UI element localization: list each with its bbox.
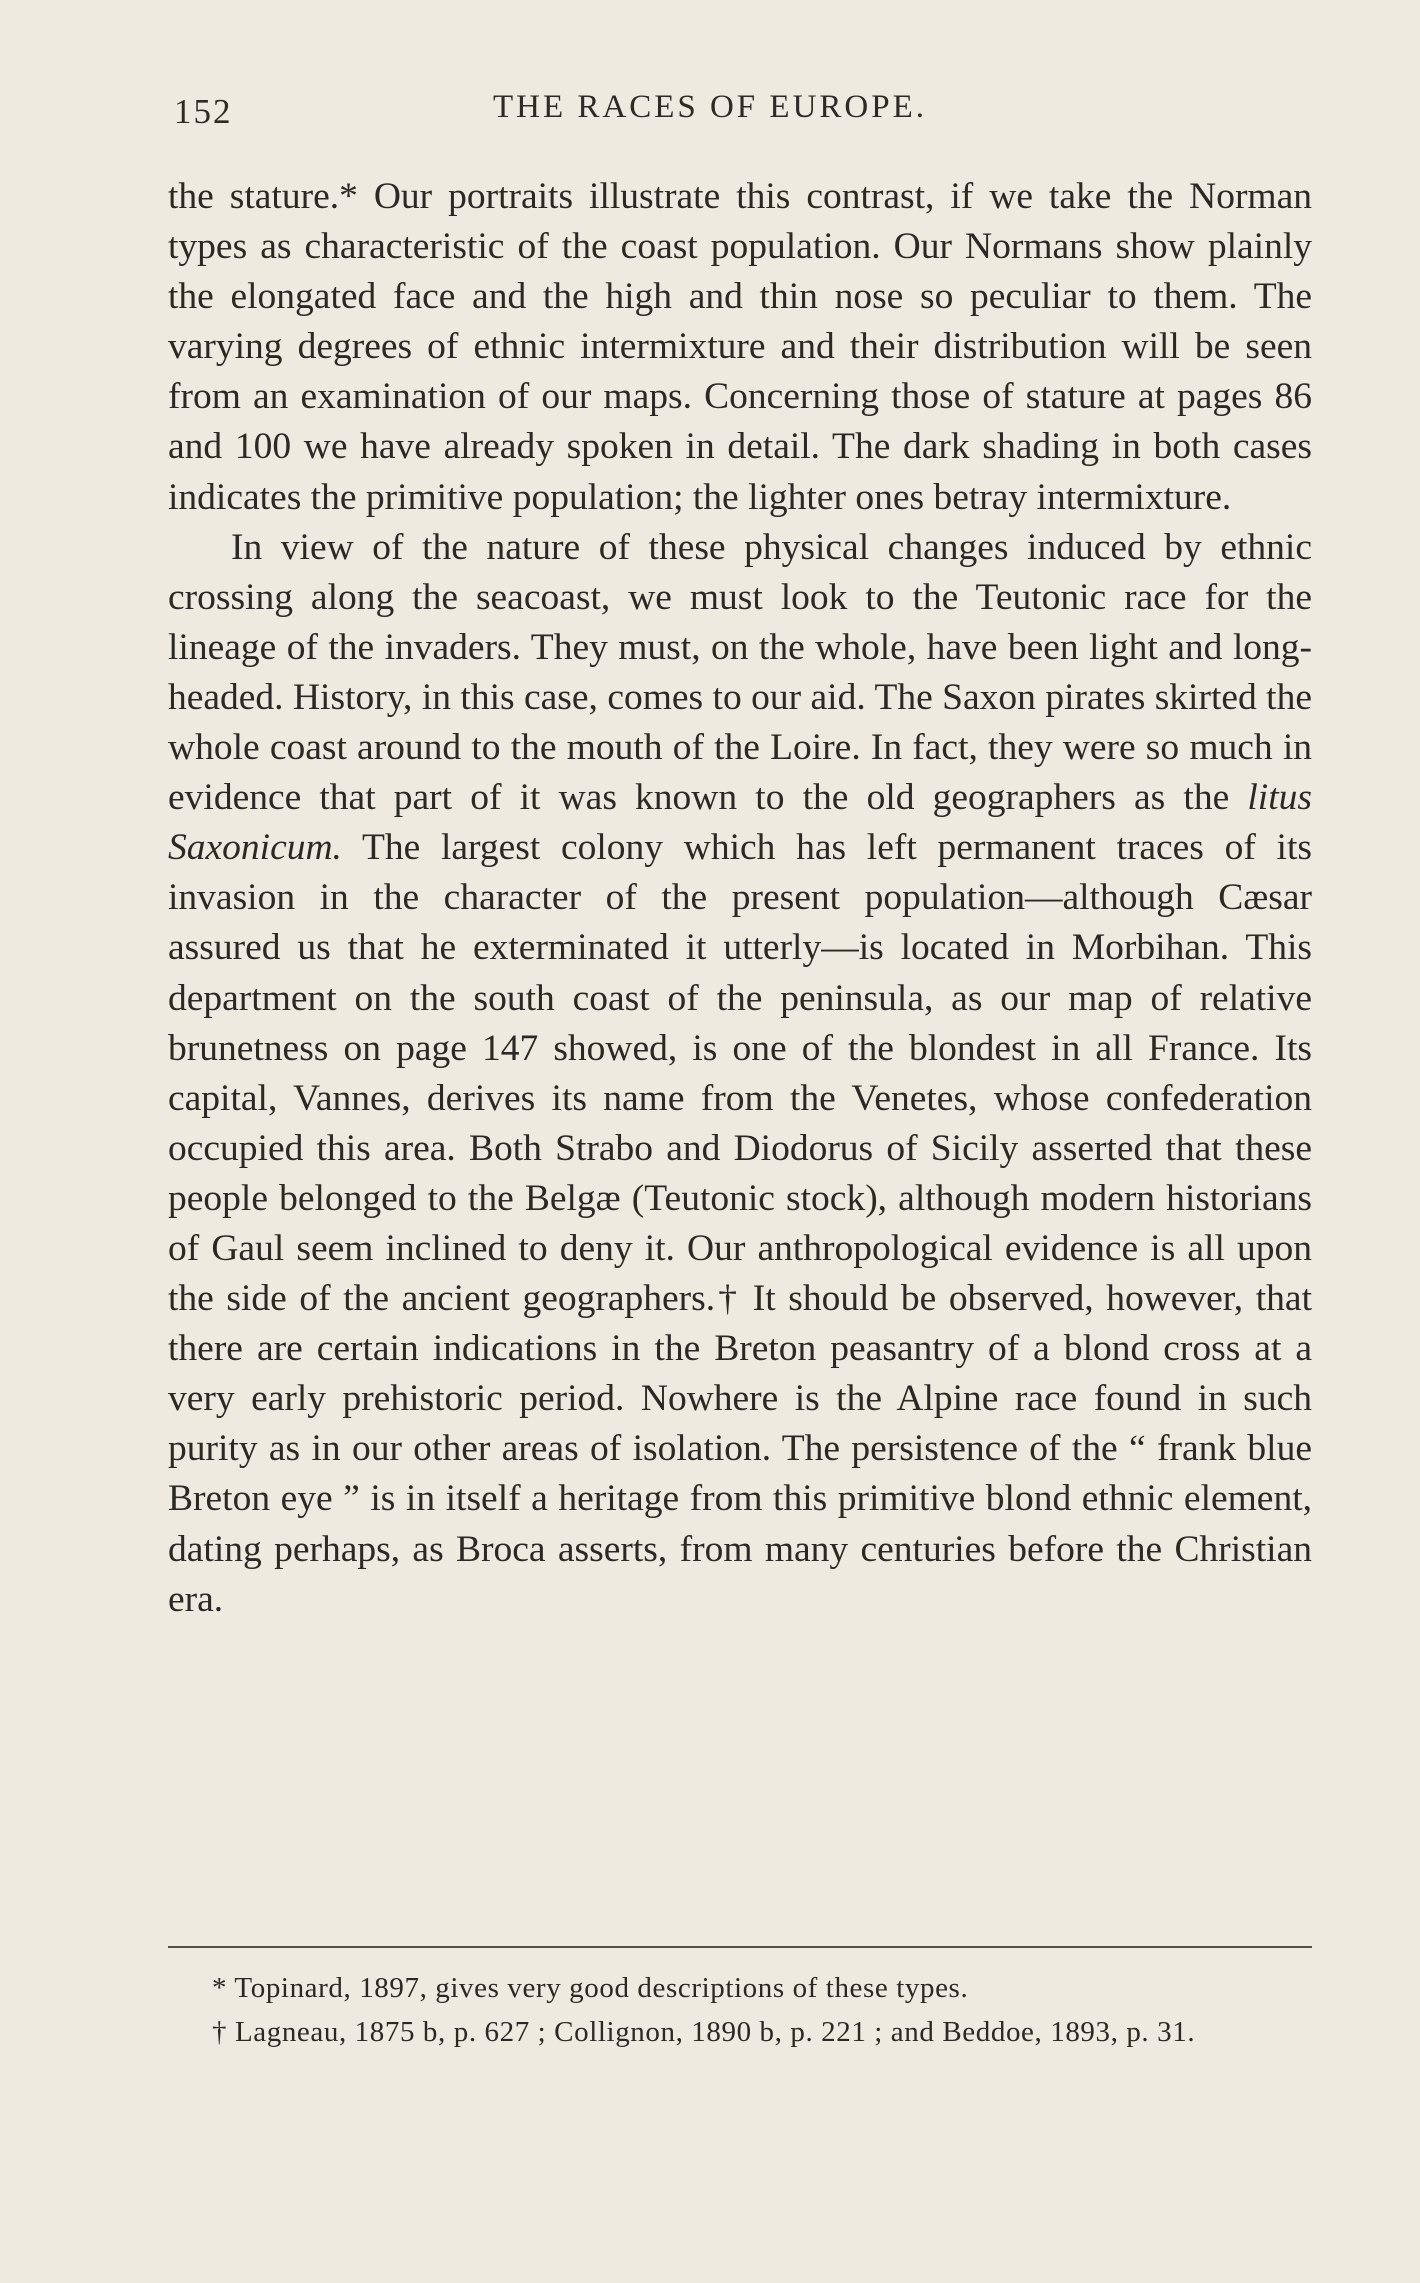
footnote-1: * Topinard, 1897, gives very good descriptions of these types. [212, 1972, 969, 2004]
paragraph-2-text-after: The largest colony which has left permanent traces of its invasion in the character of the present population—although Cæsar assured us that he exterminated it utterly—is located in Morbihan. This department on the south coast of the peninsula, as our map of relative brunetness on page 147 showed, is one of the blondest in all France. Its capital, Vannes, derives its name from the Venetes, whose confederation occupied this area. Both Strabo and Diodorus of Sicily asserted that these people belonged to the Belgæ (Teutonic stock), although modern historians of Gaul seem inclined to deny it. Our anthropological evidence is all upon the side of the ancient geographers.† It should be observed, however, that there are certain indications in the Breton peasantry of a blond cross at a very early prehistoric period. Nowhere is the Alpine race found in such purity as in our other areas of isolation. The persistence of the “ frank blue Breton eye ” is in itself a heritage from this primitive blond ethnic element, dating perhaps, as Broca asserts, from many centuries before the Christian era. [168, 827, 1312, 1620]
footnote-rule [168, 1946, 1312, 1948]
paragraph-2-text-before: In view of the nature of these physical changes induced by ethnic crossing along the seacoast, we must look to the Teutonic race for the lineage of the invaders. They must, on the whole, have been light and long-headed. History, in this case, comes to our aid. The Saxon pirates skirted the whole coast around to the mouth of the Loire. In fact, they were so much in evidence that part of it was known to the old geographers as the [168, 526, 1312, 819]
italic-phrase: litus Saxonicum. [168, 777, 1312, 869]
body-text [168, 172, 1312, 1625]
footnote-2: † Lagneau, 1875 b, p. 627 ; Collignon, 1890 b, p. 221 ; and Beddoe, 1893, p. 31. [212, 2016, 1196, 2048]
footnotes [168, 1966, 1312, 2054]
paragraph-1: the stature.* Our portraits illustrate this contrast, if we take the Norman types as characteristic of the coast population. Our Normans show plainly the elongated face and the high and thin nose so peculiar to them. The varying degrees of ethnic intermixture and their distribution will be seen from an examination of our maps. Concerning those of stature at pages 86 and 100 we have already spoken in detail. The dark shading in both cases indicates the primitive population; the lighter ones betray intermixture. [168, 176, 1312, 518]
running-head: THE RACES OF EUROPE. [492, 89, 928, 125]
page-number: 152 [174, 92, 233, 131]
paragraph-2 [168, 523, 1312, 1625]
